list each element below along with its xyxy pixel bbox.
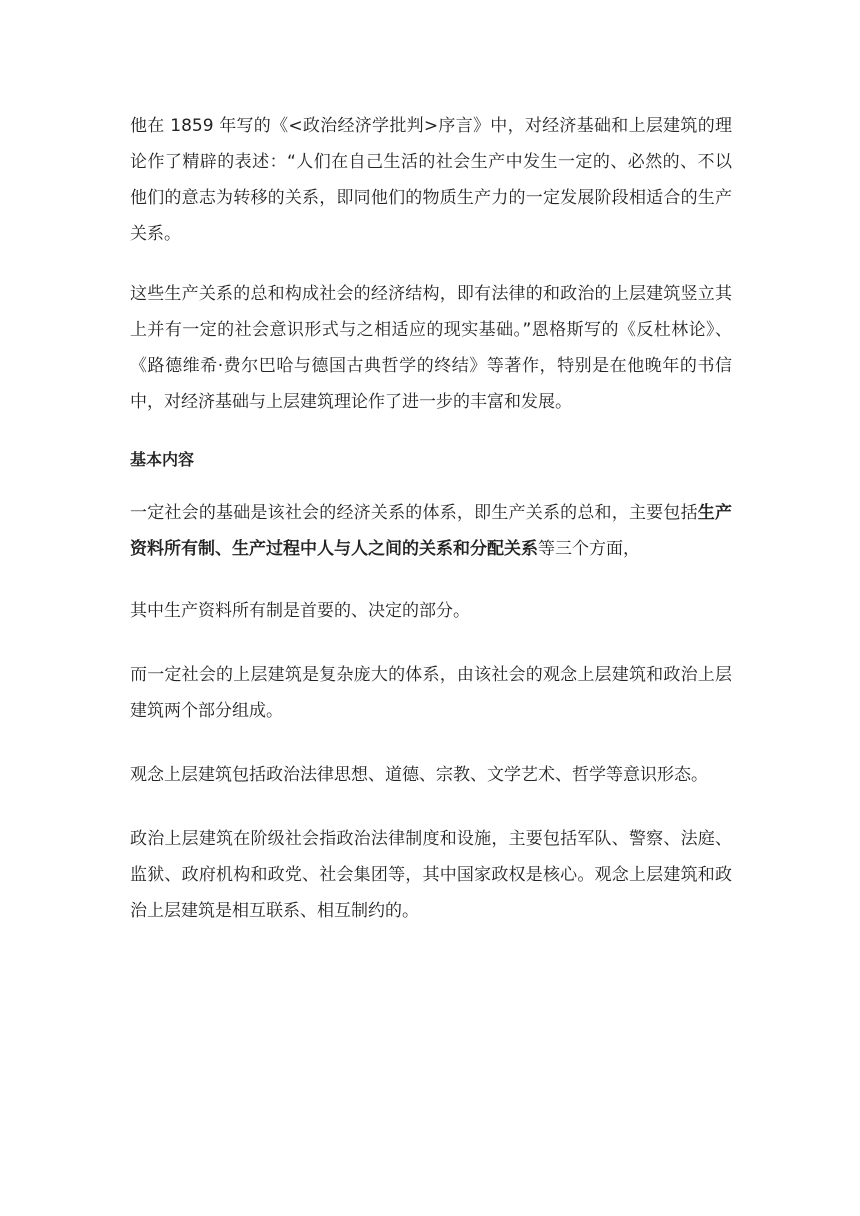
paragraph-ideological-superstructure: 观念上层建筑包括政治法律思想、道德、宗教、文学艺术、哲学等意识形态。 xyxy=(130,765,708,785)
paragraph-preface-quote: 他在 1859 年写的《<政治经济学批判>序言》中，对经济基础和上层建筑的理论作了精辟的表述：“人们在自己生活的社会生产中发生一定的、必然的、不以他们的意志为转移的关系，即同他们的物质生产力的一定发展阶段相适合的生产关系。 xyxy=(130,116,732,244)
paragraph-economic-base-emphasis: 生产资料所有制、生产过程中人与人之间的关系和分配关系 xyxy=(130,503,733,559)
paragraph-economic-structure: 这些生产关系的总和构成社会的经济结构，即有法律的和政治的上层建筑竖立其上并有一定的社会意识形式与之相适应的现实基础。”恩格斯写的《反杜林论》、《路德维希·费尔巴哈与德国古典哲学的终结》等著作，特别是在他晚年的书信中，对经济基础与上层建筑理论作了进一步的丰富和发展。 xyxy=(130,284,732,412)
paragraph-ownership: 其中生产资料所有制是首要的、决定的部分。 xyxy=(130,601,470,621)
section-heading: 基本内容 xyxy=(130,450,195,469)
paragraph-economic-base-text-end: 等三个方面， xyxy=(538,539,640,559)
document-body xyxy=(130,108,732,955)
paragraph-political-superstructure: 政治上层建筑在阶级社会指政治法律制度和设施，主要包括军队、警察、法庭、监狱、政府机构和政党、社会集团等，其中国家政权是核心。观念上层建筑和政治上层建筑是相互联系、相互制约的。 xyxy=(130,829,732,921)
paragraph-economic-base xyxy=(130,495,732,567)
paragraph-economic-base-text-start: 一定社会的基础是该社会的经济关系的体系，即生产关系的总和，主要包括 xyxy=(130,503,698,523)
paragraph-superstructure: 而一定社会的上层建筑是复杂庞大的体系，由该社会的观念上层建筑和政治上层建筑两个部分组成。 xyxy=(130,665,732,721)
